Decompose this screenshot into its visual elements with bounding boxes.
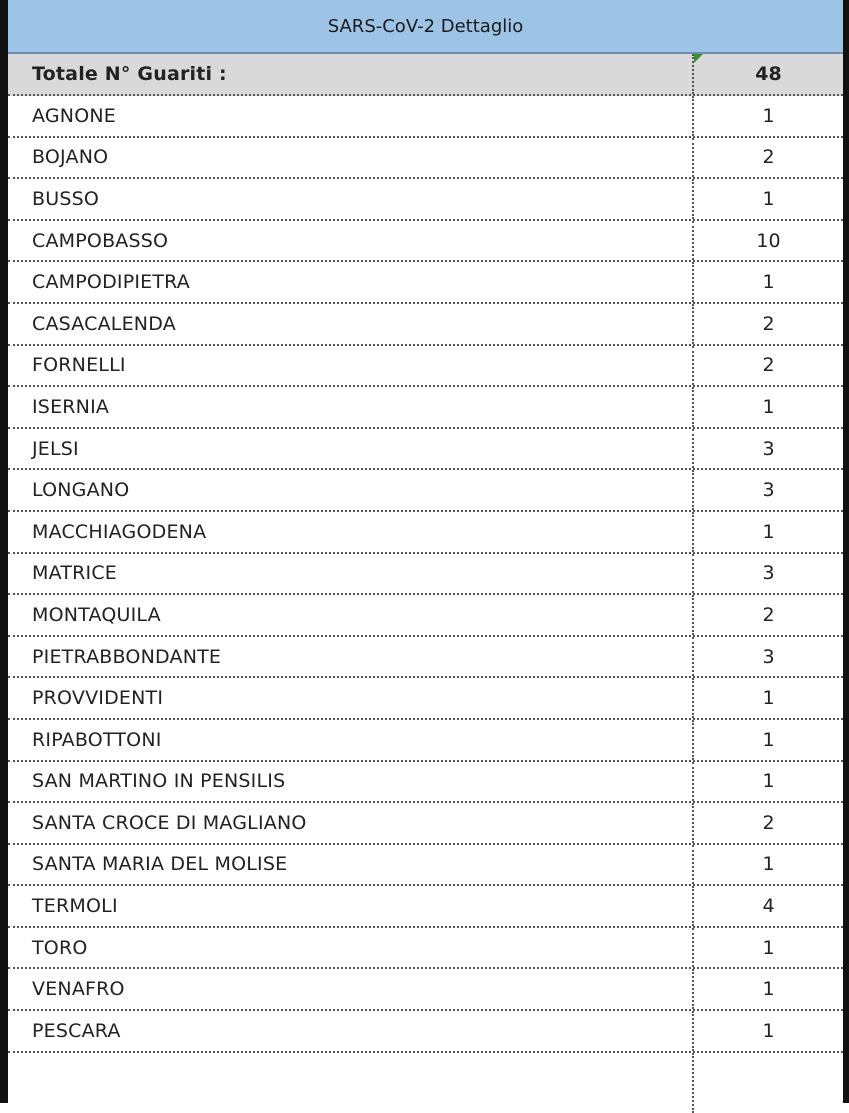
municipality-name-cell[interactable]: SANTA MARIA DEL MOLISE bbox=[8, 845, 694, 885]
recovered-count-cell[interactable]: 1 bbox=[762, 271, 775, 294]
recovered-count-cell[interactable]: 1 bbox=[762, 770, 775, 793]
municipality-name-cell[interactable]: RIPABOTTONI bbox=[8, 720, 694, 760]
municipality-name-cell[interactable]: TERMOLI bbox=[8, 886, 694, 926]
table-row[interactable] bbox=[8, 637, 843, 679]
municipality-name-cell[interactable]: MACCHIAGODENA bbox=[8, 512, 694, 552]
recovered-count-cell[interactable]: 1 bbox=[762, 187, 775, 210]
municipality-name-cell[interactable]: AGNONE bbox=[8, 96, 694, 136]
data-table bbox=[8, 54, 843, 1113]
table-row[interactable] bbox=[8, 678, 843, 720]
table-row[interactable] bbox=[8, 845, 843, 887]
recovered-count-cell[interactable]: 2 bbox=[762, 603, 775, 626]
table-header-title[interactable]: SARS-CoV-2 Dettaglio bbox=[8, 0, 843, 54]
recovered-count-cell[interactable]: 1 bbox=[762, 1019, 775, 1042]
municipality-name-cell[interactable]: ISERNIA bbox=[8, 387, 694, 427]
municipality-name-cell[interactable]: SAN MARTINO IN PENSILIS bbox=[8, 762, 694, 802]
table-row[interactable] bbox=[8, 803, 843, 845]
recovered-count-cell[interactable]: 1 bbox=[762, 936, 775, 959]
table-row[interactable] bbox=[8, 969, 843, 1011]
municipality-name-cell[interactable]: MATRICE bbox=[8, 554, 694, 594]
right-edge bbox=[843, 0, 849, 1103]
recovered-count-cell[interactable]: 1 bbox=[762, 853, 775, 876]
municipality-name-cell[interactable]: CASACALENDA bbox=[8, 304, 694, 344]
total-value: 48 bbox=[755, 63, 782, 85]
recovered-count-cell[interactable]: 3 bbox=[762, 645, 775, 668]
table-row[interactable] bbox=[8, 512, 843, 554]
table-row[interactable] bbox=[8, 1011, 843, 1053]
table-row[interactable] bbox=[8, 179, 843, 221]
recovered-count-cell[interactable]: 2 bbox=[762, 146, 775, 169]
left-border bbox=[0, 0, 8, 1103]
municipality-name-cell[interactable]: BOJANO bbox=[8, 138, 694, 178]
municipality-name-cell[interactable]: PESCARA bbox=[8, 1011, 694, 1051]
municipality-name-cell[interactable]: PROVVIDENTI bbox=[8, 678, 694, 718]
recovered-count-cell[interactable]: 1 bbox=[762, 520, 775, 543]
empty-row[interactable] bbox=[8, 1053, 843, 1113]
rows-container bbox=[8, 96, 843, 1053]
municipality-name-cell[interactable]: JELSI bbox=[8, 429, 694, 469]
table-row[interactable] bbox=[8, 554, 843, 596]
municipality-name-cell[interactable]: SANTA CROCE DI MAGLIANO bbox=[8, 803, 694, 843]
table-row[interactable] bbox=[8, 429, 843, 471]
recovered-count-cell[interactable]: 1 bbox=[762, 728, 775, 751]
total-label-cell[interactable]: Totale N° Guariti : bbox=[8, 54, 694, 94]
recovered-count-cell[interactable]: 2 bbox=[762, 312, 775, 335]
total-value-cell[interactable] bbox=[694, 54, 843, 94]
recovered-count-cell[interactable]: 1 bbox=[762, 395, 775, 418]
table-row[interactable] bbox=[8, 138, 843, 180]
recovered-count-cell[interactable]: 3 bbox=[762, 437, 775, 460]
municipality-name-cell[interactable]: FORNELLI bbox=[8, 346, 694, 386]
table-row[interactable] bbox=[8, 470, 843, 512]
recovered-count-cell[interactable]: 10 bbox=[756, 229, 781, 252]
table-row[interactable] bbox=[8, 304, 843, 346]
comment-marker-icon bbox=[694, 54, 703, 63]
recovered-count-cell[interactable]: 2 bbox=[762, 811, 775, 834]
recovered-count-cell[interactable]: 1 bbox=[762, 104, 775, 127]
municipality-name-cell[interactable]: VENAFRO bbox=[8, 969, 694, 1009]
recovered-count-cell[interactable]: 3 bbox=[762, 562, 775, 585]
table-row[interactable] bbox=[8, 595, 843, 637]
table-row[interactable] bbox=[8, 720, 843, 762]
recovered-count-cell[interactable]: 1 bbox=[762, 978, 775, 1001]
municipality-name-cell[interactable]: TORO bbox=[8, 928, 694, 968]
table-row[interactable] bbox=[8, 387, 843, 429]
recovered-count-cell[interactable]: 4 bbox=[762, 895, 775, 918]
table-row[interactable] bbox=[8, 96, 843, 138]
municipality-name-cell[interactable]: LONGANO bbox=[8, 470, 694, 510]
table-row[interactable] bbox=[8, 886, 843, 928]
total-row[interactable] bbox=[8, 54, 843, 96]
table-row[interactable] bbox=[8, 221, 843, 263]
empty-value-cell[interactable] bbox=[694, 1053, 843, 1113]
municipality-name-cell[interactable]: MONTAQUILA bbox=[8, 595, 694, 635]
municipality-name-cell[interactable]: CAMPOBASSO bbox=[8, 221, 694, 261]
municipality-name-cell[interactable]: CAMPODIPIETRA bbox=[8, 262, 694, 302]
recovered-count-cell[interactable]: 1 bbox=[762, 687, 775, 710]
table-row[interactable] bbox=[8, 928, 843, 970]
municipality-name-cell[interactable]: PIETRABBONDANTE bbox=[8, 637, 694, 677]
table-row[interactable] bbox=[8, 262, 843, 304]
table-row[interactable] bbox=[8, 346, 843, 388]
empty-name-cell[interactable] bbox=[8, 1053, 694, 1113]
municipality-name-cell[interactable]: BUSSO bbox=[8, 179, 694, 219]
table-row[interactable] bbox=[8, 762, 843, 804]
recovered-count-cell[interactable]: 2 bbox=[762, 354, 775, 377]
recovered-count-cell[interactable]: 3 bbox=[762, 479, 775, 502]
